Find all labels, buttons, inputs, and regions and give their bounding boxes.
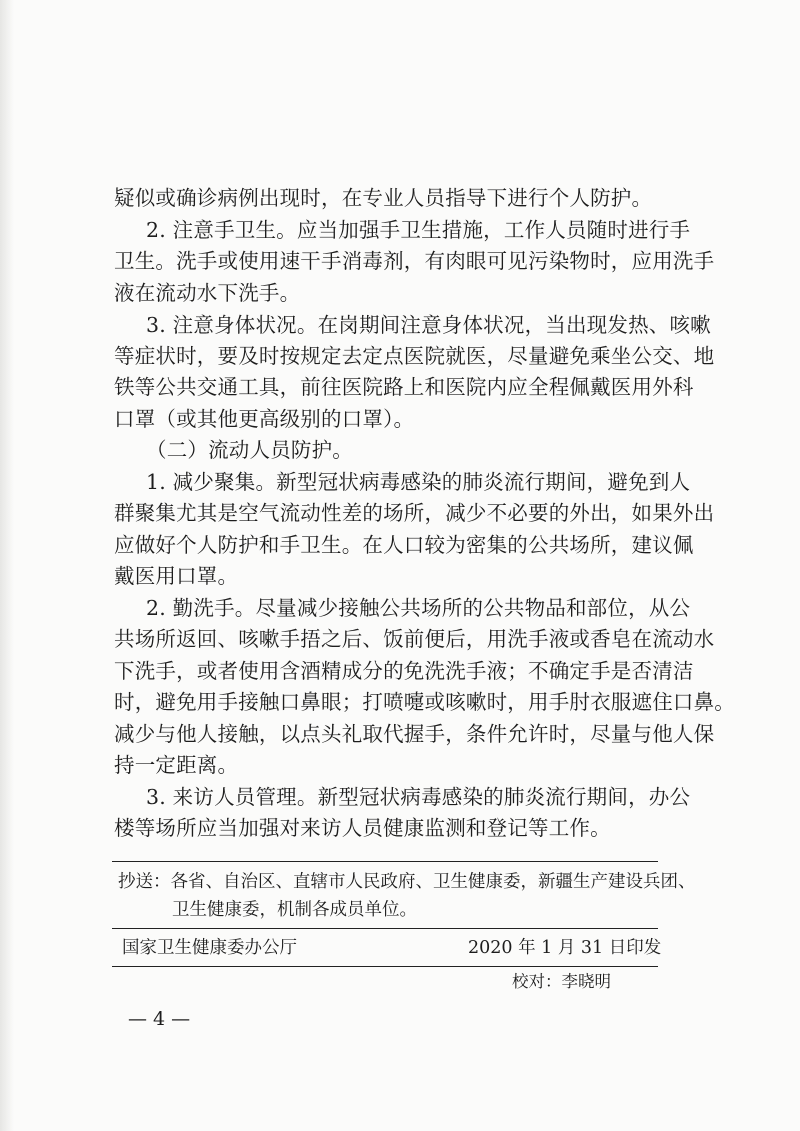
body-line: 3. 来访人员管理。新型冠状病毒感染的肺炎流行期间，办公 [146,785,691,809]
body-line: 时，避免用手接触口鼻眼；打喷嚏或咳嗽时，用手肘衣服遮住口鼻。 [114,690,735,714]
body-line: 楼等场所应当加强对来访人员健康监测和登记等工作。 [114,816,611,840]
body-line: 卫生。洗手或使用速干手消毒剂，有肉眼可见污染物时，应用洗手 [114,249,715,273]
body-line: 减少与他人接触，以点头礼取代握手，条件允许时，尽量与他人保 [114,722,715,746]
body-line: 铁等公共交通工具，前往医院路上和医院内应全程佩戴医用外科 [114,375,694,399]
body-line: 2. 注意手卫生。应当加强手卫生措施，工作人员随时进行手 [146,218,691,242]
section-heading: （二）流动人员防护。 [146,438,353,462]
body-line: 1. 减少聚集。新型冠状病毒感染的肺炎流行期间，避免到人 [146,470,691,494]
proofreader: 校对：李晓明 [512,972,611,991]
body-line: 群聚集尤其是空气流动性差的场所，减少不必要的外出，如果外出 [114,501,715,525]
footer-top-rule [112,861,658,862]
body-line: 应做好个人防护和手卫生。在人口较为密集的公共场所，建议佩 [114,533,694,557]
cc-line: 抄送：各省、自治区、直辖市人民政府、卫生健康委，新疆生产建设兵团、 [118,872,696,892]
cc-line: 卫生健康委，机制各成员单位。 [172,900,417,920]
body-line: 持一定距离。 [114,753,239,777]
body-line: 2. 勤洗手。尽量减少接触公共场所的公共物品和部位，从公 [146,596,691,620]
body-line: 下洗手，或者使用含酒精成分的免洗洗手液；不确定手是否清洁 [114,659,694,683]
body-line: 等症状时，要及时按规定去定点医院就医，尽量避免乘坐公交、地 [114,344,715,368]
body-line: 共场所返回、咳嗽手捂之后、饭前便后，用洗手液或香皂在流动水 [114,627,715,651]
body-line: 口罩（或其他更高级别的口罩）。 [114,407,415,431]
body-line: 液在流动水下洗手。 [114,281,301,305]
scan-edge-shadow [0,0,14,1131]
footer-bottom-rule [112,966,658,967]
issue-date: 2020 年 1 月 31 日印发 [468,938,662,958]
body-line: 戴医用口罩。 [114,564,239,588]
body-line: 疑似或确诊病例出现时，在专业人员指导下进行个人防护。 [114,186,653,210]
issuer-name: 国家卫生健康委办公厅 [122,938,297,958]
body-line: 3. 注意身体状况。在岗期间注意身体状况，当出现发热、咳嗽 [146,313,711,337]
page-number: — 4 — [128,1008,191,1030]
footer-middle-rule [112,928,658,929]
